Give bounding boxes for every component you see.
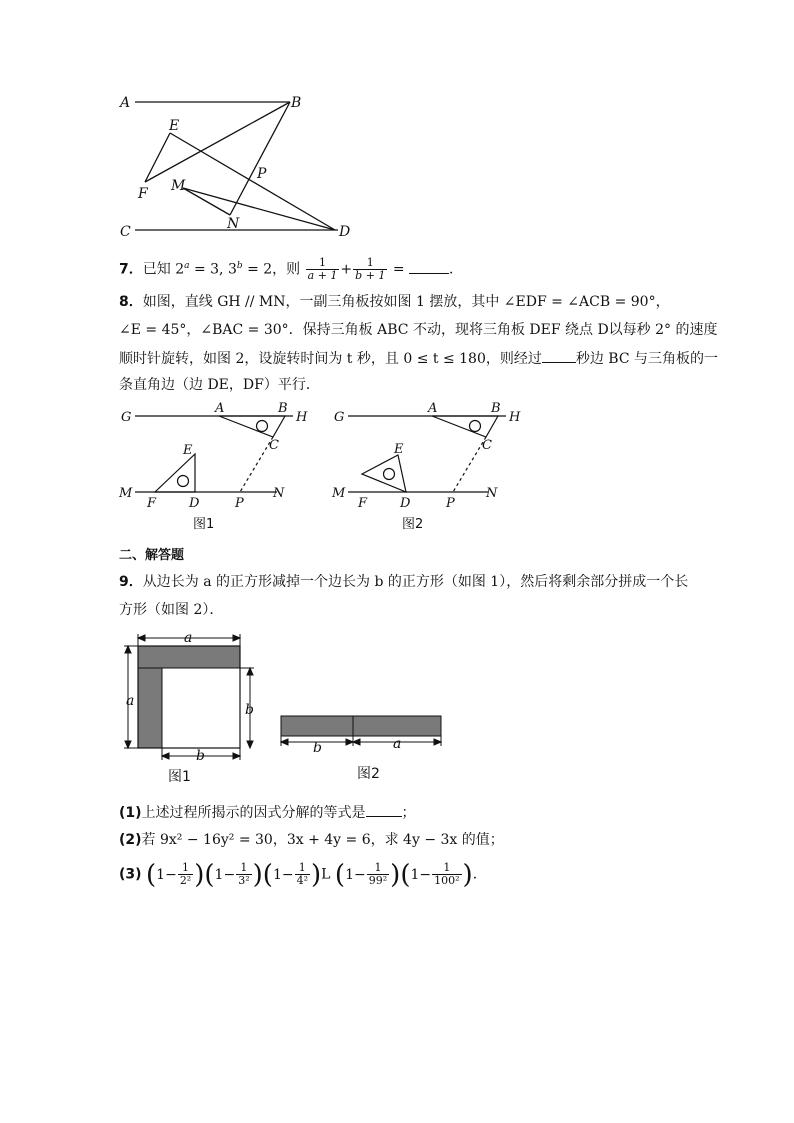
label-B: B xyxy=(291,95,302,111)
q9-sub3-term-99: (1− $\frac{1}{\text{99²}}$ ) xyxy=(334,859,401,890)
question-8-line3 xyxy=(119,348,718,369)
question-7: 7．已知 $2^a = 3$, $3^b = 2$，则 $\frac{1}{a + 1}$ + $\frac{1}{b + 1}$ = ． xyxy=(119,256,464,283)
label-N: N xyxy=(227,216,240,232)
q8-line3: 顺时针旋转，如图 2，设旋转时间为 t 秒，且 0 ≤ t ≤ 180，则经过 xyxy=(119,351,542,367)
q9-figure-2 xyxy=(275,708,450,788)
q9-sub2-text: 若 9x² − 16y² = 30，3x + 4y = 6，求 4y − 3x 的值； xyxy=(141,832,504,848)
question-9-line2 xyxy=(119,600,223,620)
q9-sub3-term-2: (1− $\frac{1}{\text{3²}}$ ) xyxy=(204,859,263,890)
q8-answer-blank[interactable] xyxy=(542,348,576,363)
q9-sub2-number: (2) xyxy=(119,832,142,848)
fig1-label-F: F xyxy=(147,496,157,511)
top-geometry-figure xyxy=(110,90,360,242)
fig1-label-C: C xyxy=(269,438,279,453)
label-P: P xyxy=(257,166,267,182)
q9-sub3-number: (3) xyxy=(119,866,142,883)
q9-sub3-term-3: (1− $\frac{1}{\text{4²}}$ ) xyxy=(262,859,322,890)
q9-number: 9． xyxy=(119,574,143,590)
q7-end: ． xyxy=(449,261,464,278)
fig2-label-M: M xyxy=(332,486,346,501)
fig1-caption: 图1 xyxy=(193,517,215,532)
fig1-label-D: D xyxy=(189,496,200,511)
q7-eq2: 3 xyxy=(227,261,237,278)
q7-number: 7． xyxy=(119,261,143,278)
q7-eq1: 2 xyxy=(175,261,185,278)
q9-fig1-label-a-top: a xyxy=(184,630,193,646)
fig1-label-H: H xyxy=(296,410,308,425)
q9-sub1-number: (1) xyxy=(119,805,142,821)
q7-fraction-2: $\frac{1}{b + 1}$ xyxy=(355,256,386,283)
fig1-label-P: P xyxy=(235,496,244,511)
q9-fig1-label-b-right: b xyxy=(245,702,254,718)
q9-fig2-label-b: b xyxy=(313,740,322,756)
fig1-label-E: E xyxy=(183,443,193,458)
question-8-line2 xyxy=(119,320,718,340)
q9-fig1-label-a-left: a xyxy=(126,693,135,709)
q7-equals: = xyxy=(392,261,405,278)
fig2-label-D: D xyxy=(400,496,411,511)
fig2-label-E: E xyxy=(394,442,404,457)
q9-figure-1 xyxy=(118,628,278,790)
fig1-label-A: A xyxy=(215,401,225,416)
fig2-label-P: P xyxy=(446,496,455,511)
q9-sub2 xyxy=(119,830,504,850)
q9-sub3-term-100: (1− $\frac{1}{\text{100²}}$ ) xyxy=(400,859,473,890)
fig1-label-M: M xyxy=(119,486,133,501)
label-A: A xyxy=(120,95,131,111)
fig2-label-H: H xyxy=(509,410,521,425)
q7-fraction-1: $\frac{1}{a + 1}$ xyxy=(307,256,338,283)
q9-sub1-end: ； xyxy=(401,805,416,821)
label-E: E xyxy=(169,118,180,134)
q8-line1: 如图，直线 GH // MN，一副三角板按如图 1 摆放，其中 ∠EDF = ∠ACB = 90°， xyxy=(142,294,670,310)
q9-sub1-text: 上述过程所揭示的因式分解的等式是 xyxy=(141,805,366,821)
question-8-line4 xyxy=(119,375,320,395)
q7-eq1b: = 3 xyxy=(189,261,220,278)
q9-sub1 xyxy=(119,802,416,823)
fig1-label-G: G xyxy=(121,410,132,425)
q9-fig1-label-b-bottom: b xyxy=(196,748,205,764)
q9-sub3 xyxy=(119,859,487,890)
q9-line2: 方形（如图 2）． xyxy=(119,602,224,618)
q7-answer-blank[interactable] xyxy=(409,259,449,274)
label-F: F xyxy=(138,186,148,202)
label-D: D xyxy=(339,224,351,240)
q7-eq2b: = 2，则 xyxy=(242,261,301,278)
fig2-label-C: C xyxy=(482,438,492,453)
fig2-label-A: A xyxy=(428,401,438,416)
q9-sub3-ellipsis: L xyxy=(321,866,331,883)
label-M: M xyxy=(171,178,186,194)
q7-plus: + xyxy=(340,261,353,278)
q8-figure-2 xyxy=(326,400,536,535)
question-9-line1 xyxy=(119,572,688,592)
q7-exp1: a xyxy=(184,261,190,271)
fig2-caption: 图2 xyxy=(402,517,424,532)
q8-line2: ∠E = 45°，∠BAC = 30°．保持三角板 ABC 不动，现将三角板 DEF 绕点 D以每秒 2° 的速度 xyxy=(119,322,718,338)
q9-sub3-end: ． xyxy=(472,866,487,883)
q8-line3b: 秒边 BC 与三角板的一 xyxy=(575,351,719,367)
section-heading: 二、解答题 xyxy=(119,548,185,563)
q9-fig2-caption: 图2 xyxy=(357,766,380,782)
fig2-label-B: B xyxy=(491,401,501,416)
q8-number: 8． xyxy=(119,294,143,310)
q9-sub1-answer-blank[interactable] xyxy=(366,802,402,817)
question-8-line1 xyxy=(119,292,670,312)
q7-pre: 已知 xyxy=(142,261,171,278)
q9-fig1-caption: 图1 xyxy=(168,769,191,785)
q9-fig2-label-a: a xyxy=(393,736,402,752)
q7-exp2: b xyxy=(236,261,243,271)
fig2-label-G: G xyxy=(334,410,345,425)
fig1-label-N: N xyxy=(273,486,285,501)
fig1-label-B: B xyxy=(278,401,288,416)
fig2-label-F: F xyxy=(358,496,368,511)
q8-figure-1 xyxy=(115,400,315,535)
fig2-label-N: N xyxy=(486,486,498,501)
label-C: C xyxy=(120,224,131,240)
q8-line4: 条直角边（边 DE，DF）平行． xyxy=(119,377,320,393)
q9-sub3-term-1: (1− $\frac{1}{\text{2²}}$ ) xyxy=(146,859,205,890)
q9-line1: 从边长为 a 的正方形减掉一个边长为 b 的正方形（如图 1），然后将剩余部分拼成一个长 xyxy=(142,574,689,590)
